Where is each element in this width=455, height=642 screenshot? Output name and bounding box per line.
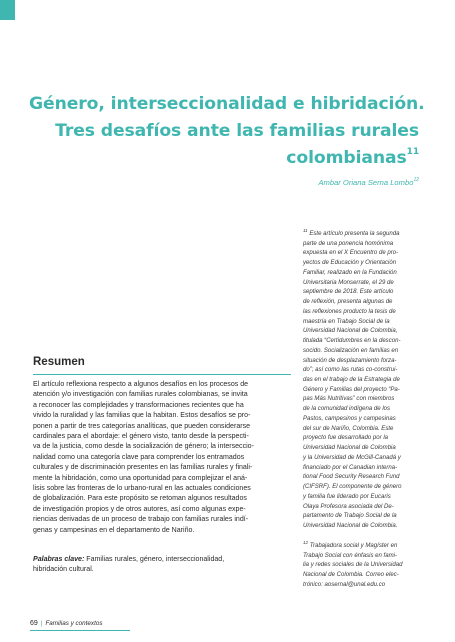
abstract-line: atención y/o investigación con familias rurales colombianas, se invita [33,391,248,399]
title-line-text: colombianas [286,148,407,168]
author-name: Ambar Oriana Serna Lombo [318,178,414,187]
footnote-11-line: Pastos, campesinos y campesinas [303,415,396,422]
abstract-line: El artículo reflexiona respecto a algunos desafíos en los procesos de [33,381,249,388]
footnote-11-line: maestría en Trabajo Social de la [303,318,390,325]
keywords [33,555,295,576]
abstract-line: culturales y de discriminación presentes en las familias rurales y finali- [33,464,253,472]
resumen-divider [33,374,291,375]
footnote-11-line: situación de desplazamiento forza- [303,357,397,364]
footnote-12 [303,539,423,591]
title-line: Género, interseccionalidad e hibridación. [29,94,425,114]
footnote-11-line: yectos de Educación y Orientación [303,260,397,267]
footnote-11 [303,230,423,532]
footnote-11-line: las reflexiones producto la tesis de [303,308,396,315]
footnote-11-line: Olaya Profesora asociada del De- [303,503,394,510]
footnote-11-line: del sur de Nariño, Colombia. Este [303,425,394,432]
footnote-11-line: das en el trabajo de la Estrategia de [303,377,400,384]
footnote-11-line: (CIFSRF). El componente de género [303,484,402,491]
footnote-11-line: parte de una ponencia homónima [303,240,394,247]
abstract-line: a reconocer las complejidades y transformaciones recientes que ha [33,401,244,409]
abstract-line: mente la hibridación, como una oportunidad para complejizar el aná- [33,474,248,482]
abstract-body [33,380,295,536]
footnote-11-line: Universidad Nacional de Colombia [303,445,396,452]
footnote-11-line: Universidad Nacional de Colombia, [303,328,398,335]
abstract-line: genas y campesinas en el departamento de Nariño. [33,526,195,534]
footnote-11-line: Familiar, realizado en la Fundación [303,269,397,276]
footnote-11-line: y la Universidad de McGill-Canadá y [303,454,401,461]
keywords-line: hibridación cultural. [33,566,94,574]
abstract-line: ponen a partir de tres categorías analíticas, que pueden considerarse [33,422,251,430]
footnote-spacer [303,532,423,542]
abstract-line: riencias derivadas de un proceso de trabajo con familias rurales indí- [33,516,249,524]
abstract-line: va de la justicia, como desde la socialización de género; la interseccio- [33,443,254,451]
keywords-label: Palabras clave: [33,556,85,563]
abstract-line: nalidad como una categoría clave para comprender los entramados [33,453,245,461]
footnote-11-text: Este artículo presenta la segunda [307,231,400,237]
footnote-11-line: de la comunidad indígena de los [303,406,391,413]
footnote-11-line: expuesta en el X Encuentro de pro- [303,250,399,257]
footnote-11-line: tional Food Security Research Fund [303,474,400,481]
footnote-11-line [303,230,423,240]
footnote-12-text: Trabajadora social y Magíster en [308,542,398,549]
footnote-12-mark: 12 [303,539,309,545]
footnote-11-line: septiembre de 2018. Este artículo [303,289,394,296]
page-number: 69 [30,620,38,627]
footer-divider [30,630,130,631]
footnote-12-line [303,539,423,552]
footnote-11-line: pas Más Nutritivas” con miembros [303,396,395,403]
abstract-line: de investigación propios y de otros autores, así como algunas expe- [33,505,246,513]
footer-separator: | [40,620,43,627]
footnote-11-line: de reflexión, presenta algunas de [303,299,393,306]
footnote-11-mark: 11 [303,228,308,233]
footnote-11-line: Universidad Nacional de Colombia. [303,523,398,530]
magazine-name: Familias y contextos [45,620,103,627]
article-title [29,91,425,172]
title-footnote-mark[interactable]: 11 [406,147,419,157]
footnote-11-line: Género y Familias del proyecto “Pa- [303,386,400,393]
abstract-line: cardinales para el abordaje: el género visto, tanto desde la perspecti- [33,433,249,441]
title-line [29,145,419,172]
footnote-11-line: proyecto fue desarrollado por la [303,435,389,442]
author-byline [318,178,419,187]
footnote-11-line: socido. Socialización en familias en [303,347,399,354]
footnote-11-line: y familia fue liderado por Eucaris [303,493,391,500]
corner-tab [0,0,15,20]
keywords-text: Familias rurales, género, interseccionalidad, [84,556,225,563]
abstract-line: vivido la ruralidad y las familias que la habitan. Estos desafíos se pro- [33,412,251,420]
footnote-11-line: partamento de Trabajo Social de la [303,513,397,520]
footnote-11-line: financiado por el Canadian interna- [303,464,398,471]
resumen-heading: Resumen [33,356,85,368]
footnote-12-line: Nacional de Colombia. Correo elec- [303,571,399,578]
footnote-11-line: titulada “Certidumbres en la descon- [303,338,401,345]
footnote-11-line: Universitaria Monserrate, el 29 de [303,279,394,286]
keywords-line [33,555,295,565]
page-footer [30,620,102,627]
abstract-line: de globalización. Para este propósito se retoman algunos resultados [33,495,247,503]
author-footnote-mark[interactable]: 12 [413,177,419,183]
abstract-line: lisis sobre las fronteras de lo urbano-rural en las actuales condiciones [33,485,251,493]
footnote-12-line: Trabajo Social con énfasis en fami- [303,552,397,559]
footnotes-column [303,230,423,590]
title-line: Tres desafíos ante las familias rurales [55,121,419,141]
footnote-12-line: trónico: aosernal@unal.edu.co [303,581,386,588]
footnote-12-line: lia y redes sociales de la Universidad [303,562,403,569]
footnote-11-line: do”; así como las rutas co-construi- [303,367,398,374]
